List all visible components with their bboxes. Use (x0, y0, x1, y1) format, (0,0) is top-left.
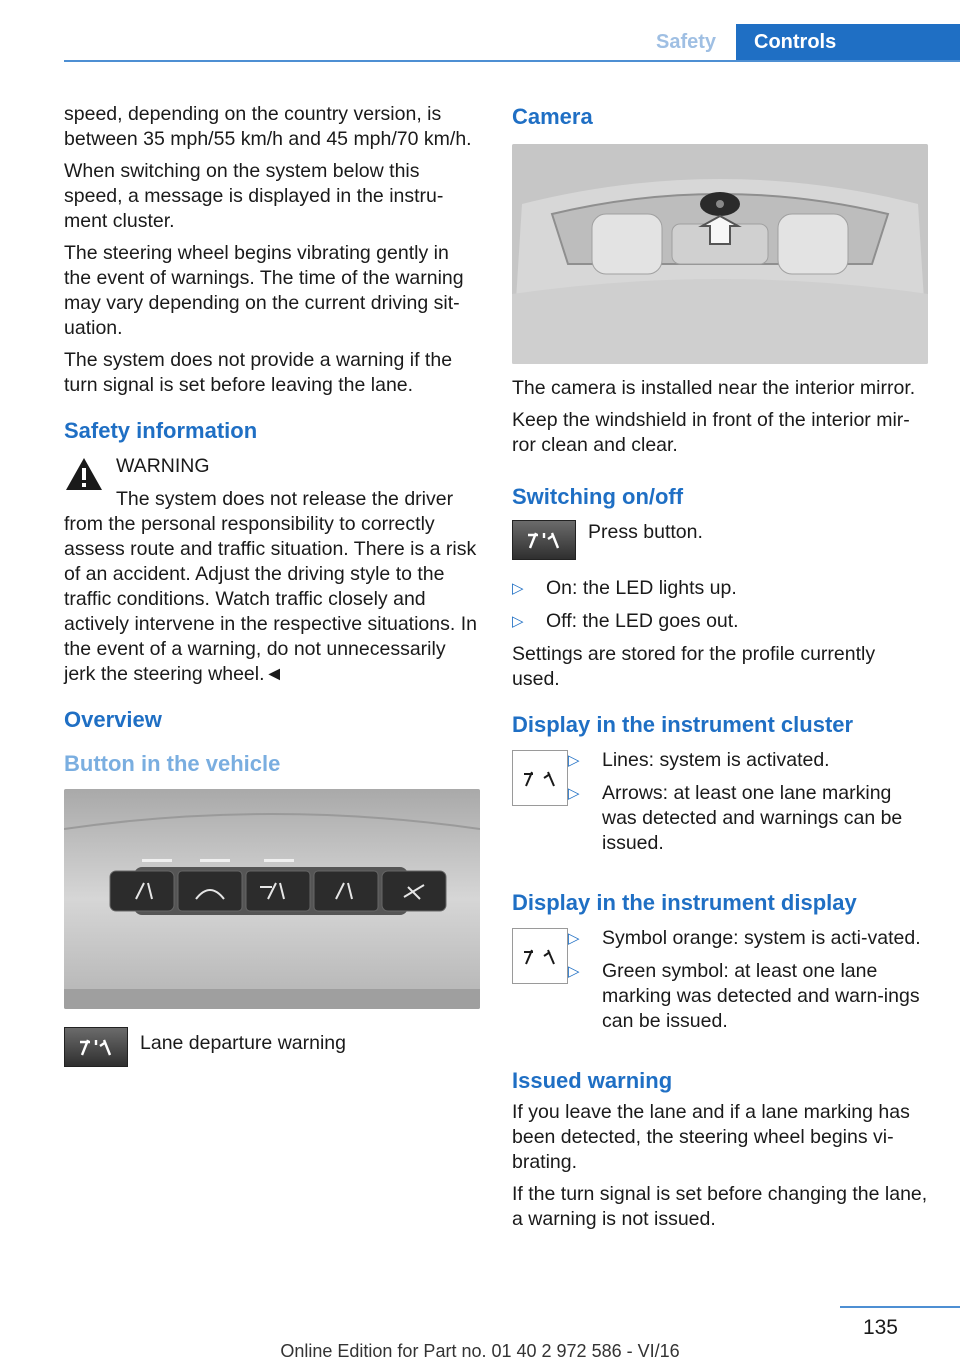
instrument-display-row (512, 926, 928, 1048)
triangle-bullet-icon: ▷ (568, 930, 580, 947)
button-panel-photo (64, 789, 480, 1009)
paragraph-keep-windshield-clean: Keep the windshield in front of the interior mir-ror clean and clear. (512, 409, 910, 456)
lane-lines-icon (512, 928, 568, 984)
paragraph-vibration: The steering wheel begins vibrating gently in the event of warnings. The time of the warning may vary depending on the current driving sit-uation. (64, 242, 464, 339)
camera-photo (512, 144, 928, 364)
lane-lines-icon (512, 750, 568, 806)
page-number: 135 (862, 1316, 898, 1339)
left-column (64, 102, 480, 1067)
list-item: ▷ Off: the LED goes out. (512, 610, 739, 632)
triangle-bullet-icon: ▷ (568, 752, 580, 769)
lane-departure-glyph (76, 1037, 116, 1057)
tab-controls[interactable]: Controls (736, 24, 960, 61)
heading-overview: Overview (64, 707, 162, 732)
paragraph-steering-vibrates: If you leave the lane and if a lane marking has been detected, the steering wheel begins vi-brating. (512, 1101, 910, 1173)
cluster-display-row (512, 748, 928, 870)
lane-lines-glyph (520, 766, 560, 790)
button-panel-illustration (64, 789, 480, 1009)
list-item: ▷ Symbol orange: system is acti-vated. (568, 927, 921, 949)
warning-block (64, 454, 480, 687)
lane-departure-caption: Lane departure warning (140, 1032, 346, 1054)
triangle-bullet-icon: ▷ (512, 613, 524, 630)
triangle-bullet-icon: ▷ (568, 963, 580, 980)
paragraph-turn-signal-no-warning: If the turn signal is set before changing the lane, a warning is not issued. (512, 1183, 928, 1230)
right-column (512, 102, 928, 1239)
warning-triangle-icon (64, 456, 104, 492)
list-item: ▷ On: the LED lights up. (512, 577, 737, 599)
paragraph-turn-signal: The system does not provide a warning if the turn signal is set before leaving the lane. (64, 349, 453, 396)
lane-departure-icon[interactable] (64, 1027, 128, 1067)
lane-button-caption-row (64, 1027, 480, 1067)
list-item: ▷ Arrows: at least one lane marking was detected and warnings can be issued. (568, 782, 903, 854)
lane-lines-glyph (520, 944, 560, 968)
switch-list (512, 576, 928, 634)
footer-rule (840, 1306, 960, 1308)
edition-footer: Online Edition for Part no. 01 40 2 972 586 - VI/16 (280, 1341, 680, 1361)
lane-departure-icon[interactable] (512, 520, 576, 560)
cluster-list (568, 748, 928, 864)
triangle-bullet-icon: ▷ (568, 785, 580, 802)
heading-safety-information: Safety information (64, 418, 258, 443)
lane-departure-glyph (524, 530, 564, 550)
paragraph-settings-stored: Settings are stored for the profile currently used. (512, 643, 876, 690)
triangle-bullet-icon: ▷ (512, 580, 524, 597)
heading-button-in-vehicle: Button in the vehicle (64, 751, 281, 776)
list-item: ▷ Lines: system is activated. (568, 749, 830, 771)
header-rule (64, 60, 960, 62)
paragraph-camera-location: The camera is installed near the interior mirror. (512, 377, 916, 399)
press-button-row (512, 520, 928, 560)
heading-camera: Camera (512, 104, 593, 129)
heading-display-instrument-display: Display in the instrument display (512, 890, 857, 915)
warning-label: WARNING (116, 455, 210, 477)
warning-text: The system does not release the driver from the personal responsibility to correctly assess route and traffic situation. There is a risk of an accident. Adjust the driving style to the traffic conditions. Watch traffic closely and actively intervene in the respective situations. In the event of a warning, do not unnecessarily jerk the steering wheel.◄ (64, 488, 477, 685)
heading-display-instrument-cluster: Display in the instrument cluster (512, 712, 854, 737)
car-interior-illustration (512, 144, 928, 364)
display-list (568, 926, 928, 1042)
heading-switching-on-off: Switching on/off (512, 484, 684, 509)
paragraph-switching-below-speed: When switching on the system below this speed, a message is displayed in the instru-ment cluster. (64, 160, 444, 232)
press-button-text: Press button. (588, 521, 703, 543)
tab-safety[interactable]: Safety (655, 31, 717, 53)
paragraph-speed: speed, depending on the country version, is between 35 mph/55 km/h and 45 mph/70 km/h. (64, 103, 472, 150)
heading-issued-warning: Issued warning (512, 1068, 673, 1093)
list-item: ▷ Green symbol: at least one lane marking was detected and warn-ings can be issued. (568, 960, 920, 1032)
